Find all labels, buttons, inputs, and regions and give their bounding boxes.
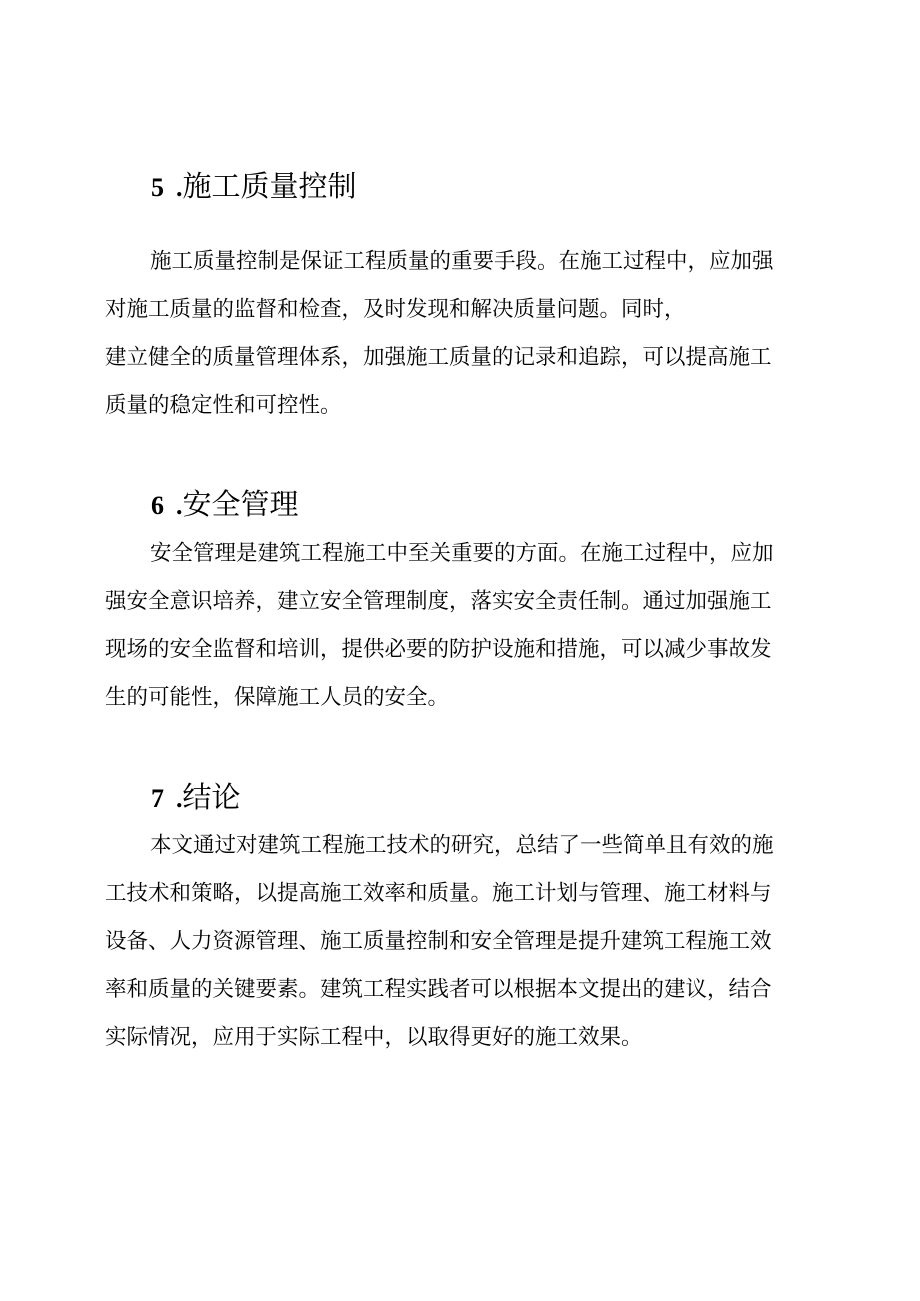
paragraph-line: 强安全意识培养，建立安全管理制度，落实安全责任制。通过加强施工	[105, 589, 772, 614]
paragraph-line: 生的可能性，保障施工人员的安全。	[105, 685, 450, 710]
paragraph-line: 现场的安全监督和培训，提供必要的防护设施和措施，可以减少事故发	[105, 637, 772, 662]
section-number: 7	[151, 784, 164, 813]
paragraph-line: 本文通过对建筑工程施工技术的研究，总结了一些简单且有效的施	[150, 833, 774, 858]
section-5-heading: 5 .施工质量控制	[151, 169, 357, 203]
paragraph-line: 建立健全的质量管理体系，加强施工质量的记录和追踪，可以提高施工	[105, 345, 772, 370]
paragraph-line: 施工质量控制是保证工程质量的重要手段。在施工过程中，应加强	[150, 249, 774, 274]
section-title: 结论	[182, 780, 241, 814]
paragraph-line: 质量的稳定性和可控性。	[105, 393, 342, 418]
section-6-paragraph	[105, 530, 821, 722]
paragraph-line: 设备、人力资源管理、施工质量控制和安全管理是提升建筑工程施工效	[105, 929, 772, 954]
paragraph-line: 率和质量的关键要素。建筑工程实践者可以根据本文提出的建议，结合	[105, 977, 772, 1002]
section-7-paragraph	[105, 822, 821, 1062]
section-number: 6	[151, 491, 164, 520]
section-title: 安全管理	[182, 487, 299, 521]
section-number: 5	[151, 173, 164, 202]
paragraph-line: 工技术和策略，以提高施工效率和质量。施工计划与管理、施工材料与	[105, 881, 772, 906]
section-title: 施工质量控制	[182, 169, 357, 203]
section-5-paragraph	[105, 238, 821, 430]
paragraph-line: 实际情况，应用于实际工程中，以取得更好的施工效果。	[105, 1025, 643, 1050]
section-6-heading: 6 .安全管理	[151, 487, 299, 521]
section-7-heading: 7 .结论	[151, 780, 241, 814]
paragraph-line: 对施工质量的监督和检查，及时发现和解决质量问题。同时，	[105, 297, 686, 322]
paragraph-line: 安全管理是建筑工程施工中至关重要的方面。在施工过程中，应加	[150, 541, 774, 566]
